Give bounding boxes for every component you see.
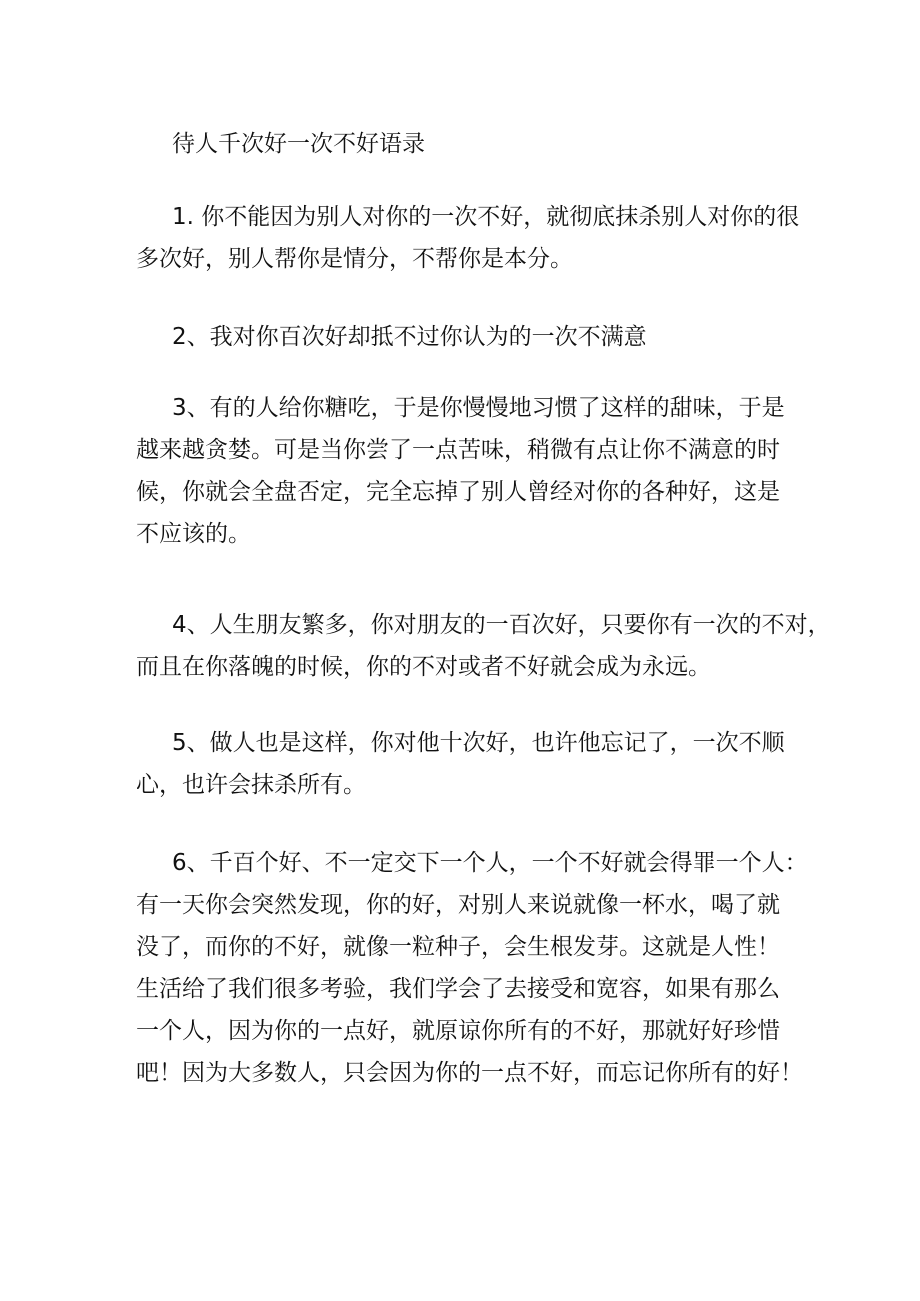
paragraph-line: 越来越贪婪。可是当你尝了一点苦味，稍微有点让你不满意的时 (136, 437, 780, 463)
paragraph-line: 5、做人也是这样，你对他十次好，也许他忘记了，一次不顺 (172, 730, 785, 756)
paragraph-line: 候，你就会全盘否定，完全忘掉了别人曾经对你的各种好，这是 (136, 479, 780, 505)
paragraph-line: 生活给了我们很多考验，我们学会了去接受和宽容，如果有那么 (136, 976, 780, 1002)
paragraph-5 (136, 722, 796, 806)
paragraph-line: 多次好，别人帮你是情分，不帮你是本分。 (136, 246, 573, 272)
paragraph-line: 3、有的人给你糖吃，于是你慢慢地习惯了这样的甜味，于是 (172, 395, 785, 421)
paragraph-line: 而且在你落魄的时候，你的不对或者不好就会成为永远。 (136, 654, 711, 680)
paragraph-line: 没了，而你的不好，就像一粒种子，会生根发芽。这就是人性！ (136, 934, 780, 960)
paragraph-line: 一个人，因为你的一点好，就原谅你所有的不好，那就好好珍惜 (136, 1018, 780, 1044)
paragraph-4 (136, 604, 831, 688)
paragraph-2 (136, 316, 796, 358)
paragraph-line: 6、千百个好、不一定交下一个人，一个不好就会得罪一个人： (172, 850, 808, 876)
paragraph-line: 吧！因为大多数人，只会因为你的一点不好，而忘记你所有的好！ (136, 1060, 803, 1086)
paragraph-1 (136, 196, 800, 280)
document-title: 待人千次好一次不好语录 (172, 131, 425, 157)
paragraph-line: 心，也许会抹杀所有。 (136, 772, 366, 798)
paragraph-line: 4、人生朋友繁多，你对朋友的一百次好，只要你有一次的不对， (172, 612, 831, 638)
paragraph-line: 不应该的。 (136, 521, 251, 547)
paragraph-6 (136, 842, 808, 1094)
paragraph-3 (136, 387, 796, 555)
paragraph-line: 有一天你会突然发现，你的好，对别人来说就像一杯水，喝了就 (136, 892, 780, 918)
paragraph-line: 1. 你不能因为别人对你的一次不好，就彻底抹杀别人对你的很 (172, 204, 800, 230)
paragraph-line: 2、我对你百次好却抵不过你认为的一次不满意 (172, 324, 647, 350)
